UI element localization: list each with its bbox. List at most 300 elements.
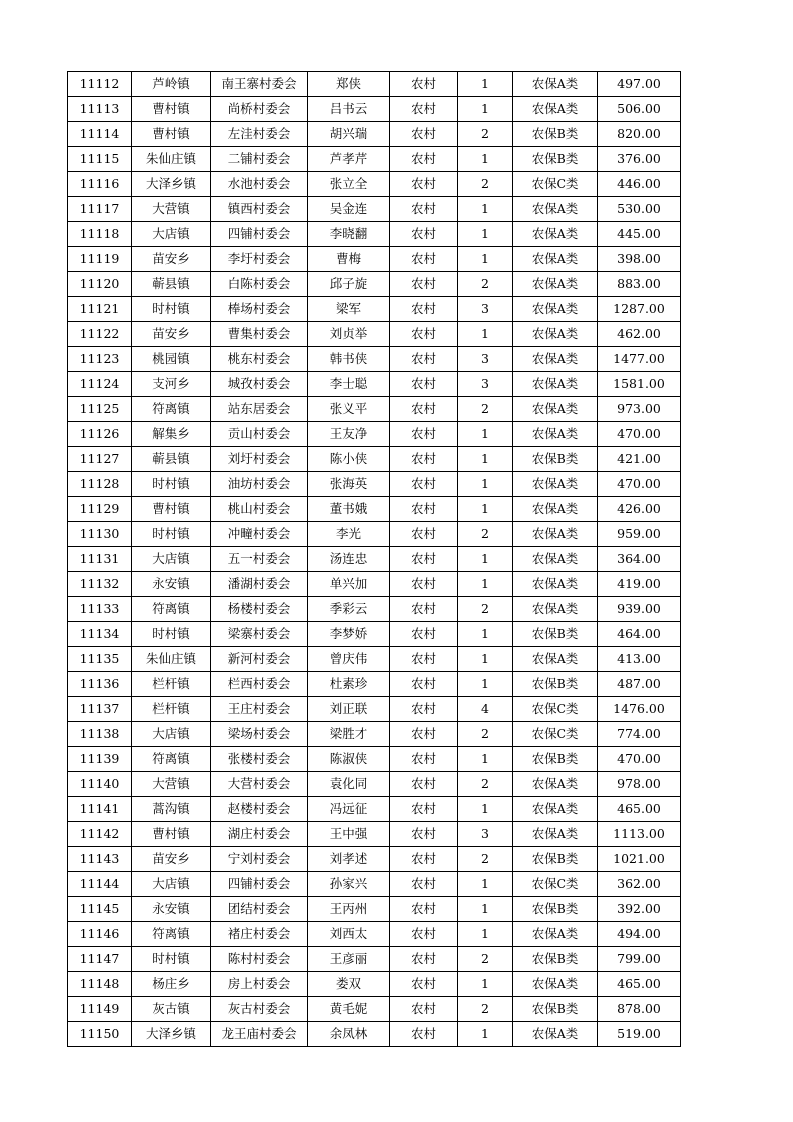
table-row — [68, 72, 681, 97]
table-row — [68, 297, 681, 322]
record-id-cell: 11141 — [68, 797, 132, 822]
household-count-cell: 1 — [458, 672, 513, 697]
record-id-cell: 11127 — [68, 447, 132, 472]
area-type-cell: 农村 — [390, 622, 458, 647]
area-type-cell: 农村 — [390, 497, 458, 522]
household-count-cell: 3 — [458, 347, 513, 372]
town-cell: 时村镇 — [132, 947, 211, 972]
insurance-category-cell: 农保A类 — [513, 197, 598, 222]
amount-cell: 421.00 — [598, 447, 681, 472]
household-count-cell: 1 — [458, 922, 513, 947]
town-cell: 栏杆镇 — [132, 672, 211, 697]
insurance-category-cell: 农保A类 — [513, 572, 598, 597]
insurance-category-cell: 农保A类 — [513, 397, 598, 422]
amount-cell: 978.00 — [598, 772, 681, 797]
person-name-cell: 单兴加 — [308, 572, 390, 597]
insurance-category-cell: 农保A类 — [513, 297, 598, 322]
village-committee-cell: 白陈村委会 — [211, 272, 308, 297]
record-id-cell: 11115 — [68, 147, 132, 172]
record-id-cell: 11131 — [68, 547, 132, 572]
table-row — [68, 272, 681, 297]
area-type-cell: 农村 — [390, 922, 458, 947]
town-cell: 大泽乡镇 — [132, 1022, 211, 1047]
village-committee-cell: 新河村委会 — [211, 647, 308, 672]
amount-cell: 419.00 — [598, 572, 681, 597]
person-name-cell: 张义平 — [308, 397, 390, 422]
amount-cell: 364.00 — [598, 547, 681, 572]
area-type-cell: 农村 — [390, 672, 458, 697]
insurance-category-cell: 农保A类 — [513, 72, 598, 97]
area-type-cell: 农村 — [390, 772, 458, 797]
area-type-cell: 农村 — [390, 972, 458, 997]
town-cell: 朱仙庄镇 — [132, 647, 211, 672]
table-row — [68, 472, 681, 497]
amount-cell: 1476.00 — [598, 697, 681, 722]
town-cell: 符离镇 — [132, 397, 211, 422]
amount-cell: 398.00 — [598, 247, 681, 272]
town-cell: 符离镇 — [132, 597, 211, 622]
amount-cell: 392.00 — [598, 897, 681, 922]
record-id-cell: 11130 — [68, 522, 132, 547]
record-id-cell: 11114 — [68, 122, 132, 147]
person-name-cell: 李梦娇 — [308, 622, 390, 647]
amount-cell: 470.00 — [598, 422, 681, 447]
insurance-category-cell: 农保A类 — [513, 97, 598, 122]
record-id-cell: 11137 — [68, 697, 132, 722]
amount-cell: 820.00 — [598, 122, 681, 147]
household-count-cell: 1 — [458, 1022, 513, 1047]
village-committee-cell: 陈村村委会 — [211, 947, 308, 972]
town-cell: 苗安乡 — [132, 847, 211, 872]
village-committee-cell: 灰古村委会 — [211, 997, 308, 1022]
person-name-cell: 芦孝芹 — [308, 147, 390, 172]
table-row — [68, 997, 681, 1022]
household-count-cell: 4 — [458, 697, 513, 722]
record-id-cell: 11125 — [68, 397, 132, 422]
village-committee-cell: 张楼村委会 — [211, 747, 308, 772]
table-row — [68, 422, 681, 447]
village-committee-cell: 尚桥村委会 — [211, 97, 308, 122]
village-committee-cell: 桃东村委会 — [211, 347, 308, 372]
person-name-cell: 刘贞举 — [308, 322, 390, 347]
table-row — [68, 822, 681, 847]
record-id-cell: 11134 — [68, 622, 132, 647]
roster-table — [67, 71, 681, 1047]
village-committee-cell: 水池村委会 — [211, 172, 308, 197]
village-committee-cell: 房上村委会 — [211, 972, 308, 997]
town-cell: 时村镇 — [132, 622, 211, 647]
insurance-category-cell: 农保A类 — [513, 772, 598, 797]
area-type-cell: 农村 — [390, 572, 458, 597]
village-committee-cell: 栏西村委会 — [211, 672, 308, 697]
record-id-cell: 11129 — [68, 497, 132, 522]
amount-cell: 973.00 — [598, 397, 681, 422]
town-cell: 芦岭镇 — [132, 72, 211, 97]
household-count-cell: 1 — [458, 547, 513, 572]
person-name-cell: 胡兴瑞 — [308, 122, 390, 147]
record-id-cell: 11119 — [68, 247, 132, 272]
town-cell: 大店镇 — [132, 547, 211, 572]
person-name-cell: 张立全 — [308, 172, 390, 197]
amount-cell: 426.00 — [598, 497, 681, 522]
household-count-cell: 1 — [458, 647, 513, 672]
insurance-category-cell: 农保B类 — [513, 997, 598, 1022]
household-count-cell: 2 — [458, 847, 513, 872]
area-type-cell: 农村 — [390, 547, 458, 572]
table-row — [68, 222, 681, 247]
town-cell: 永安镇 — [132, 572, 211, 597]
table-row — [68, 497, 681, 522]
amount-cell: 462.00 — [598, 322, 681, 347]
amount-cell: 464.00 — [598, 622, 681, 647]
village-committee-cell: 棒场村委会 — [211, 297, 308, 322]
table-row — [68, 372, 681, 397]
amount-cell: 376.00 — [598, 147, 681, 172]
table-row — [68, 572, 681, 597]
town-cell: 解集乡 — [132, 422, 211, 447]
insurance-category-cell: 农保A类 — [513, 797, 598, 822]
household-count-cell: 1 — [458, 897, 513, 922]
record-id-cell: 11112 — [68, 72, 132, 97]
insurance-category-cell: 农保A类 — [513, 472, 598, 497]
amount-cell: 413.00 — [598, 647, 681, 672]
household-count-cell: 1 — [458, 422, 513, 447]
area-type-cell: 农村 — [390, 197, 458, 222]
table-row — [68, 247, 681, 272]
table-row — [68, 347, 681, 372]
town-cell: 曹村镇 — [132, 822, 211, 847]
household-count-cell: 2 — [458, 172, 513, 197]
village-committee-cell: 龙王庙村委会 — [211, 1022, 308, 1047]
person-name-cell: 梁胜才 — [308, 722, 390, 747]
person-name-cell: 刘西太 — [308, 922, 390, 947]
village-committee-cell: 宁刘村委会 — [211, 847, 308, 872]
person-name-cell: 娄双 — [308, 972, 390, 997]
person-name-cell: 梁军 — [308, 297, 390, 322]
insurance-category-cell: 农保A类 — [513, 347, 598, 372]
record-id-cell: 11123 — [68, 347, 132, 372]
town-cell: 大营镇 — [132, 772, 211, 797]
household-count-cell: 3 — [458, 822, 513, 847]
village-committee-cell: 左洼村委会 — [211, 122, 308, 147]
town-cell: 灰古镇 — [132, 997, 211, 1022]
table-row — [68, 847, 681, 872]
insurance-category-cell: 农保B类 — [513, 622, 598, 647]
person-name-cell: 张海英 — [308, 472, 390, 497]
insurance-category-cell: 农保A类 — [513, 247, 598, 272]
table-row — [68, 747, 681, 772]
person-name-cell: 王友净 — [308, 422, 390, 447]
record-id-cell: 11136 — [68, 672, 132, 697]
insurance-category-cell: 农保B类 — [513, 747, 598, 772]
household-count-cell: 1 — [458, 447, 513, 472]
insurance-category-cell: 农保A类 — [513, 222, 598, 247]
town-cell: 时村镇 — [132, 522, 211, 547]
table-row — [68, 897, 681, 922]
household-count-cell: 2 — [458, 122, 513, 147]
person-name-cell: 季彩云 — [308, 597, 390, 622]
area-type-cell: 农村 — [390, 1022, 458, 1047]
person-name-cell: 邱子旋 — [308, 272, 390, 297]
village-committee-cell: 王庄村委会 — [211, 697, 308, 722]
village-committee-cell: 潘湖村委会 — [211, 572, 308, 597]
amount-cell: 959.00 — [598, 522, 681, 547]
amount-cell: 494.00 — [598, 922, 681, 947]
amount-cell: 519.00 — [598, 1022, 681, 1047]
amount-cell: 939.00 — [598, 597, 681, 622]
village-committee-cell: 湖庄村委会 — [211, 822, 308, 847]
household-count-cell: 1 — [458, 147, 513, 172]
person-name-cell: 刘正联 — [308, 697, 390, 722]
area-type-cell: 农村 — [390, 322, 458, 347]
insurance-category-cell: 农保C类 — [513, 722, 598, 747]
amount-cell: 883.00 — [598, 272, 681, 297]
table-row — [68, 972, 681, 997]
amount-cell: 878.00 — [598, 997, 681, 1022]
insurance-category-cell: 农保A类 — [513, 272, 598, 297]
town-cell: 曹村镇 — [132, 497, 211, 522]
person-name-cell: 汤连忠 — [308, 547, 390, 572]
amount-cell: 799.00 — [598, 947, 681, 972]
person-name-cell: 袁化同 — [308, 772, 390, 797]
village-committee-cell: 大营村委会 — [211, 772, 308, 797]
record-id-cell: 11126 — [68, 422, 132, 447]
record-id-cell: 11118 — [68, 222, 132, 247]
record-id-cell: 11135 — [68, 647, 132, 672]
village-committee-cell: 油坊村委会 — [211, 472, 308, 497]
insurance-category-cell: 农保A类 — [513, 497, 598, 522]
village-committee-cell: 城孜村委会 — [211, 372, 308, 397]
person-name-cell: 董书娥 — [308, 497, 390, 522]
area-type-cell: 农村 — [390, 797, 458, 822]
village-committee-cell: 梁场村委会 — [211, 722, 308, 747]
area-type-cell: 农村 — [390, 97, 458, 122]
amount-cell: 465.00 — [598, 972, 681, 997]
person-name-cell: 郑侠 — [308, 72, 390, 97]
record-id-cell: 11128 — [68, 472, 132, 497]
village-committee-cell: 南王寨村委会 — [211, 72, 308, 97]
amount-cell: 470.00 — [598, 472, 681, 497]
record-id-cell: 11132 — [68, 572, 132, 597]
area-type-cell: 农村 — [390, 397, 458, 422]
person-name-cell: 李光 — [308, 522, 390, 547]
insurance-category-cell: 农保B类 — [513, 447, 598, 472]
village-committee-cell: 桃山村委会 — [211, 497, 308, 522]
table-row — [68, 172, 681, 197]
person-name-cell: 李士聪 — [308, 372, 390, 397]
area-type-cell: 农村 — [390, 247, 458, 272]
area-type-cell: 农村 — [390, 597, 458, 622]
household-count-cell: 2 — [458, 272, 513, 297]
record-id-cell: 11121 — [68, 297, 132, 322]
town-cell: 蕲县镇 — [132, 447, 211, 472]
household-count-cell: 1 — [458, 72, 513, 97]
record-id-cell: 11144 — [68, 872, 132, 897]
record-id-cell: 11149 — [68, 997, 132, 1022]
household-count-cell: 1 — [458, 472, 513, 497]
person-name-cell: 冯远征 — [308, 797, 390, 822]
household-count-cell: 2 — [458, 772, 513, 797]
household-count-cell: 1 — [458, 322, 513, 347]
person-name-cell: 曾庆伟 — [308, 647, 390, 672]
person-name-cell: 陈小侠 — [308, 447, 390, 472]
insurance-category-cell: 农保A类 — [513, 322, 598, 347]
town-cell: 杨庄乡 — [132, 972, 211, 997]
area-type-cell: 农村 — [390, 472, 458, 497]
village-committee-cell: 冲疃村委会 — [211, 522, 308, 547]
person-name-cell: 黄毛妮 — [308, 997, 390, 1022]
area-type-cell: 农村 — [390, 822, 458, 847]
person-name-cell: 刘孝述 — [308, 847, 390, 872]
table-row — [68, 647, 681, 672]
record-id-cell: 11113 — [68, 97, 132, 122]
town-cell: 蕲县镇 — [132, 272, 211, 297]
town-cell: 大营镇 — [132, 197, 211, 222]
area-type-cell: 农村 — [390, 747, 458, 772]
town-cell: 符离镇 — [132, 922, 211, 947]
record-id-cell: 11124 — [68, 372, 132, 397]
area-type-cell: 农村 — [390, 947, 458, 972]
record-id-cell: 11133 — [68, 597, 132, 622]
household-count-cell: 1 — [458, 497, 513, 522]
household-count-cell: 1 — [458, 797, 513, 822]
amount-cell: 530.00 — [598, 197, 681, 222]
town-cell: 曹村镇 — [132, 97, 211, 122]
town-cell: 支河乡 — [132, 372, 211, 397]
amount-cell: 1113.00 — [598, 822, 681, 847]
village-committee-cell: 团结村委会 — [211, 897, 308, 922]
amount-cell: 1021.00 — [598, 847, 681, 872]
record-id-cell: 11120 — [68, 272, 132, 297]
insurance-category-cell: 农保C类 — [513, 872, 598, 897]
record-id-cell: 11143 — [68, 847, 132, 872]
town-cell: 大店镇 — [132, 872, 211, 897]
village-committee-cell: 贡山村委会 — [211, 422, 308, 447]
area-type-cell: 农村 — [390, 447, 458, 472]
town-cell: 大泽乡镇 — [132, 172, 211, 197]
amount-cell: 446.00 — [598, 172, 681, 197]
amount-cell: 465.00 — [598, 797, 681, 822]
record-id-cell: 11117 — [68, 197, 132, 222]
person-name-cell: 王中强 — [308, 822, 390, 847]
amount-cell: 362.00 — [598, 872, 681, 897]
amount-cell: 497.00 — [598, 72, 681, 97]
insurance-category-cell: 农保C类 — [513, 172, 598, 197]
village-committee-cell: 褚庄村委会 — [211, 922, 308, 947]
table-row — [68, 672, 681, 697]
area-type-cell: 农村 — [390, 297, 458, 322]
town-cell: 永安镇 — [132, 897, 211, 922]
insurance-category-cell: 农保A类 — [513, 422, 598, 447]
amount-cell: 506.00 — [598, 97, 681, 122]
village-committee-cell: 站东居委会 — [211, 397, 308, 422]
person-name-cell: 余凤林 — [308, 1022, 390, 1047]
area-type-cell: 农村 — [390, 847, 458, 872]
village-committee-cell: 刘圩村委会 — [211, 447, 308, 472]
household-count-cell: 1 — [458, 872, 513, 897]
insurance-category-cell: 农保A类 — [513, 647, 598, 672]
person-name-cell: 王彦丽 — [308, 947, 390, 972]
person-name-cell: 杜素珍 — [308, 672, 390, 697]
insurance-category-cell: 农保A类 — [513, 822, 598, 847]
amount-cell: 445.00 — [598, 222, 681, 247]
town-cell: 时村镇 — [132, 472, 211, 497]
household-count-cell: 3 — [458, 297, 513, 322]
insurance-category-cell: 农保A类 — [513, 1022, 598, 1047]
table-row — [68, 322, 681, 347]
insurance-category-cell: 农保A类 — [513, 372, 598, 397]
area-type-cell: 农村 — [390, 222, 458, 247]
table-row — [68, 1022, 681, 1047]
insurance-category-cell: 农保B类 — [513, 672, 598, 697]
document-page — [67, 71, 672, 1047]
insurance-category-cell: 农保A类 — [513, 972, 598, 997]
roster-table-body — [68, 72, 681, 1047]
village-committee-cell: 二铺村委会 — [211, 147, 308, 172]
household-count-cell: 2 — [458, 722, 513, 747]
area-type-cell: 农村 — [390, 997, 458, 1022]
record-id-cell: 11116 — [68, 172, 132, 197]
table-row — [68, 872, 681, 897]
table-row — [68, 522, 681, 547]
record-id-cell: 11147 — [68, 947, 132, 972]
record-id-cell: 11146 — [68, 922, 132, 947]
table-row — [68, 797, 681, 822]
town-cell: 时村镇 — [132, 297, 211, 322]
insurance-category-cell: 农保A类 — [513, 522, 598, 547]
insurance-category-cell: 农保B类 — [513, 122, 598, 147]
household-count-cell: 2 — [458, 947, 513, 972]
household-count-cell: 1 — [458, 97, 513, 122]
person-name-cell: 陈淑侠 — [308, 747, 390, 772]
household-count-cell: 3 — [458, 372, 513, 397]
town-cell: 曹村镇 — [132, 122, 211, 147]
area-type-cell: 农村 — [390, 422, 458, 447]
person-name-cell: 吕书云 — [308, 97, 390, 122]
household-count-cell: 1 — [458, 972, 513, 997]
area-type-cell: 农村 — [390, 272, 458, 297]
town-cell: 蒿沟镇 — [132, 797, 211, 822]
record-id-cell: 11139 — [68, 747, 132, 772]
household-count-cell: 1 — [458, 197, 513, 222]
household-count-cell: 1 — [458, 747, 513, 772]
village-committee-cell: 曹集村委会 — [211, 322, 308, 347]
village-committee-cell: 梁寨村委会 — [211, 622, 308, 647]
table-row — [68, 697, 681, 722]
table-row — [68, 397, 681, 422]
area-type-cell: 农村 — [390, 647, 458, 672]
table-row — [68, 597, 681, 622]
amount-cell: 470.00 — [598, 747, 681, 772]
table-row — [68, 122, 681, 147]
household-count-cell: 2 — [458, 397, 513, 422]
village-committee-cell: 李圩村委会 — [211, 247, 308, 272]
table-row — [68, 97, 681, 122]
person-name-cell: 孙家兴 — [308, 872, 390, 897]
insurance-category-cell: 农保A类 — [513, 922, 598, 947]
household-count-cell: 1 — [458, 247, 513, 272]
village-committee-cell: 杨楼村委会 — [211, 597, 308, 622]
table-row — [68, 147, 681, 172]
insurance-category-cell: 农保C类 — [513, 697, 598, 722]
town-cell: 符离镇 — [132, 747, 211, 772]
record-id-cell: 11150 — [68, 1022, 132, 1047]
area-type-cell: 农村 — [390, 347, 458, 372]
record-id-cell: 11148 — [68, 972, 132, 997]
table-row — [68, 722, 681, 747]
person-name-cell: 韩书侠 — [308, 347, 390, 372]
insurance-category-cell: 农保B类 — [513, 147, 598, 172]
